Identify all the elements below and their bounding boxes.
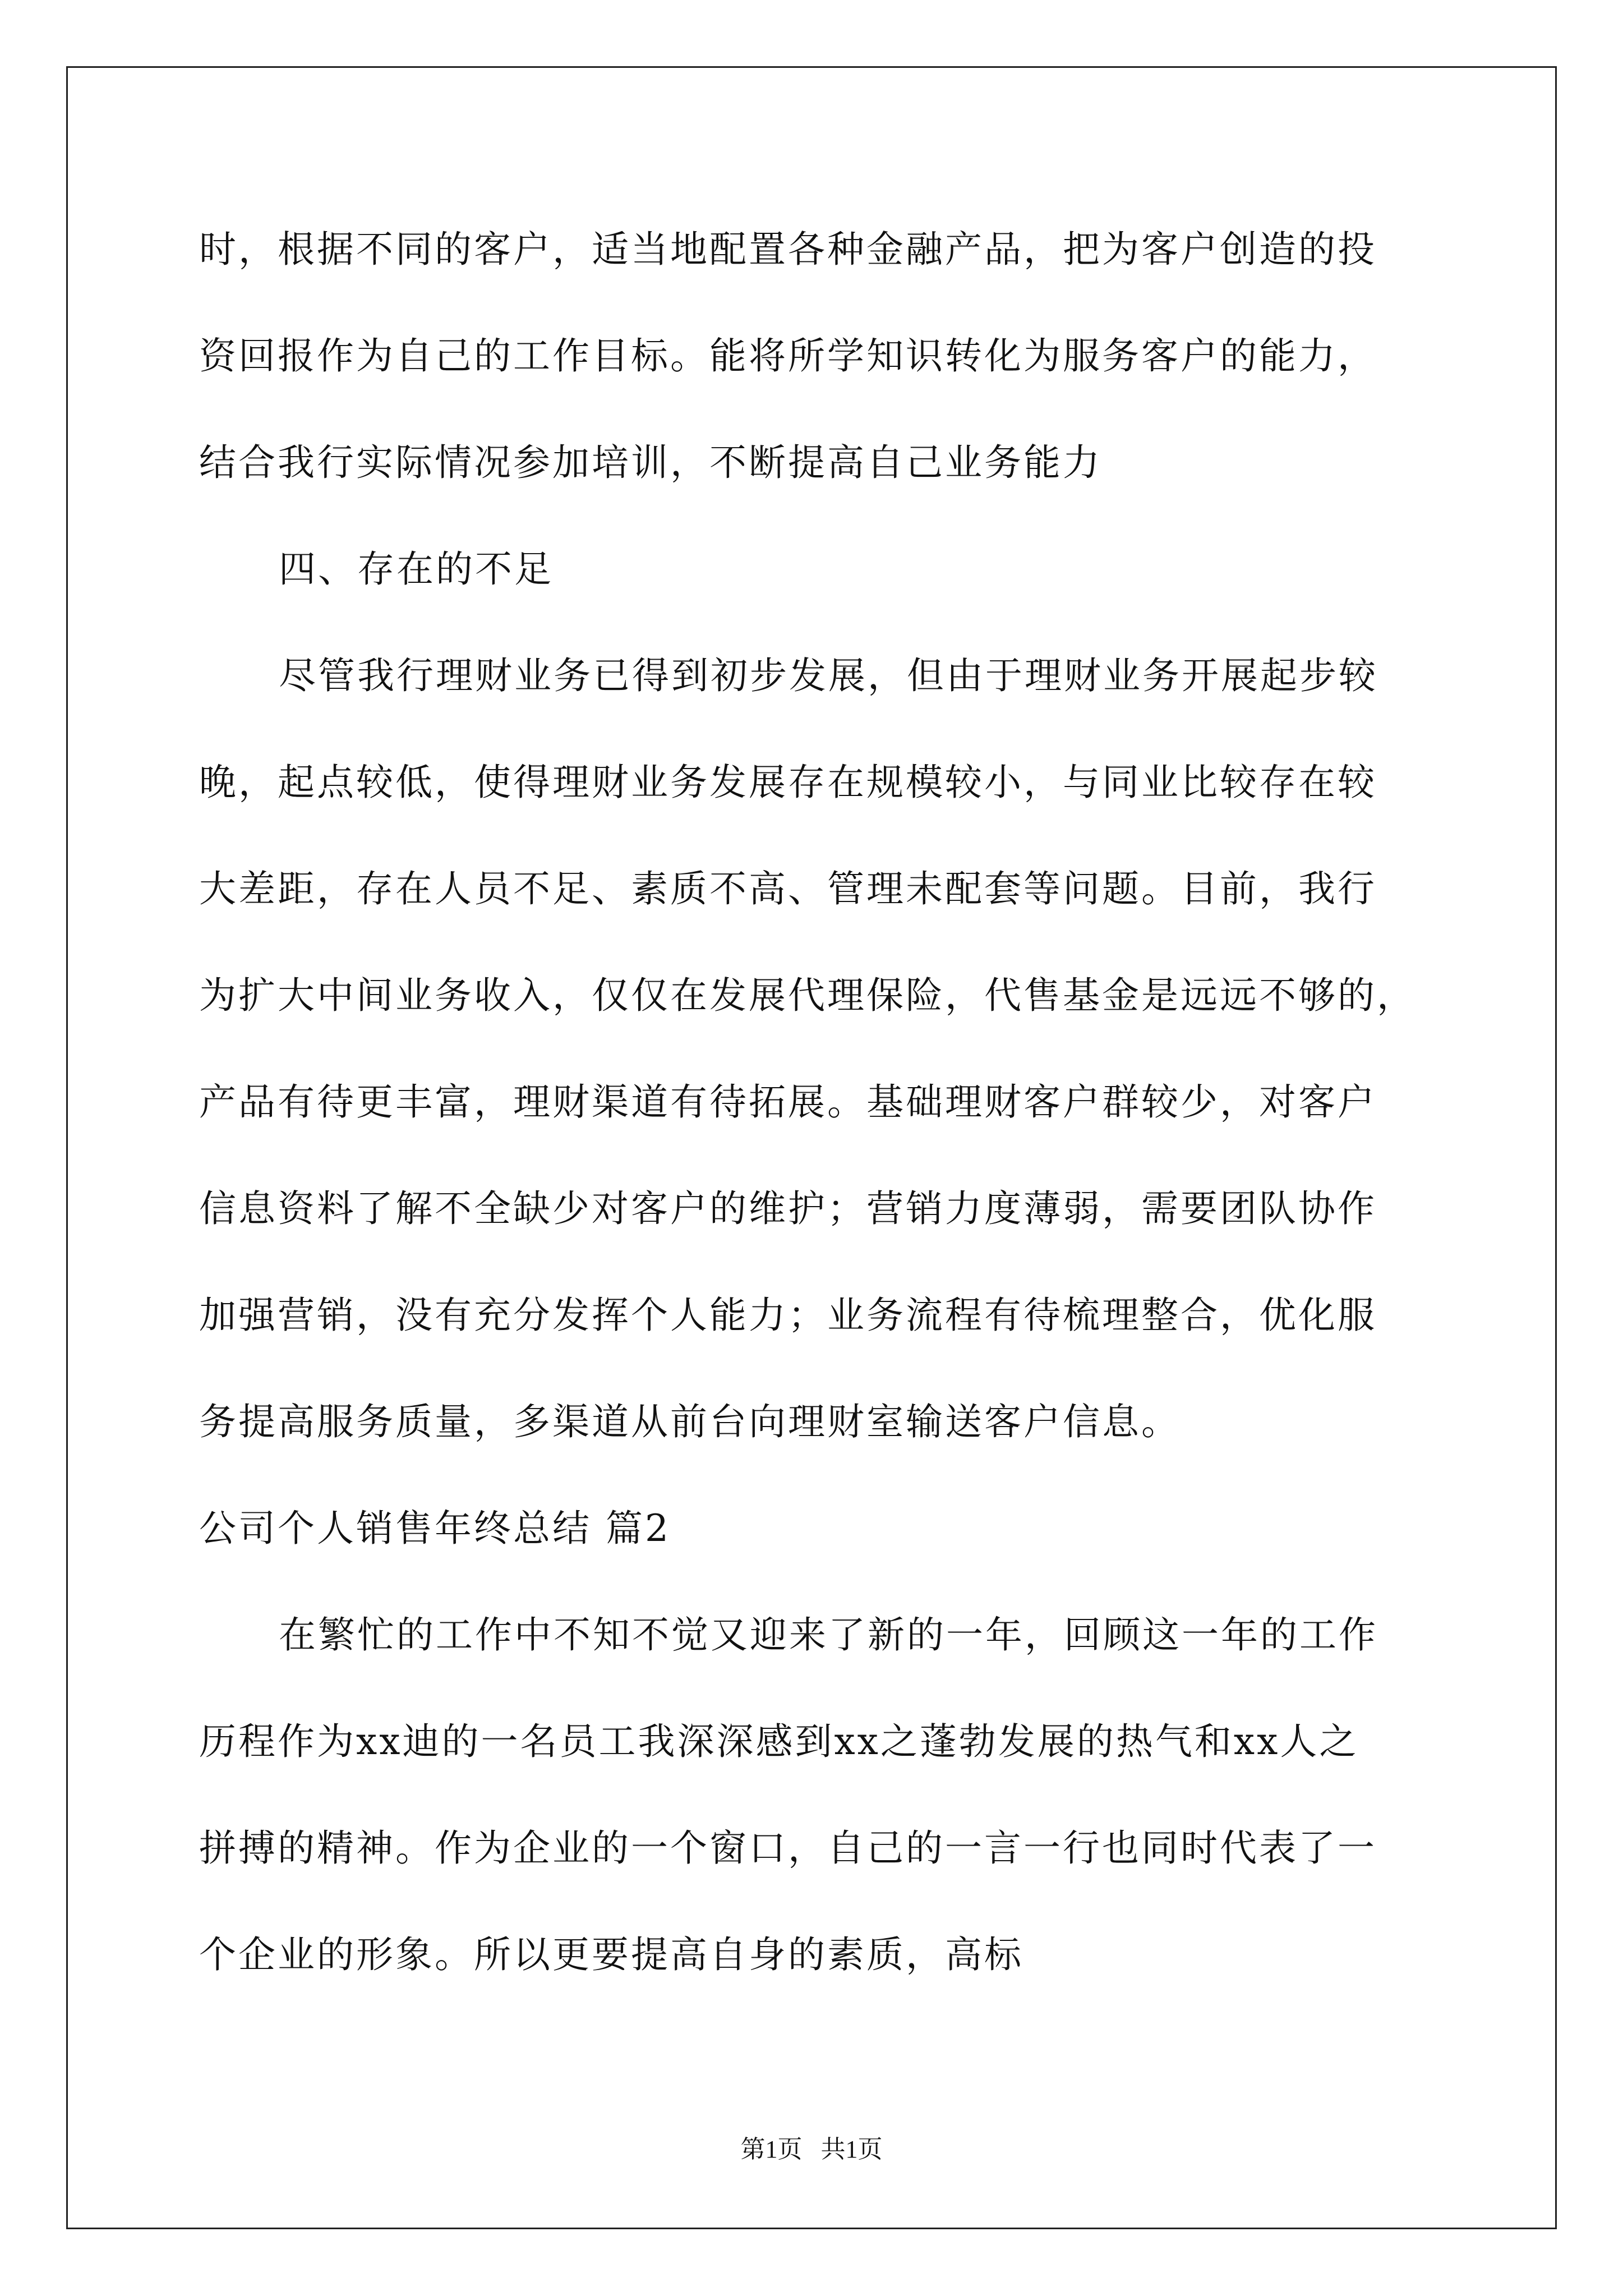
body-line: 为扩大中间业务收入，仅仅在发展代理保险，代售基金是远远不够的， (199, 974, 1416, 1017)
body-line: 尽管我行理财业务已得到初步发展，但由于理财业务开展起步较 (279, 654, 1378, 697)
body-line: 务提高服务质量，多渠道从前台向理财室输送客户信息。 (199, 1400, 1181, 1443)
body-line: 产品有待更丰富，理财渠道有待拓展。基础理财客户群较少，对客户 (199, 1080, 1377, 1124)
body-line: 结合我行实际情况参加培训，不断提高自己业务能力 (199, 441, 1102, 484)
section-heading: 四、存在的不足 (279, 547, 554, 591)
body-line: 信息资料了解不全缺少对客户的维护；营销力度薄弱，需要团队协作 (199, 1187, 1377, 1230)
body-line: 晚，起点较低，使得理财业务发展存在规模较小，与同业比较存在较 (199, 761, 1377, 804)
body-line: 拼搏的精神。作为企业的一个窗口，自己的一言一行也同时代表了一 (199, 1826, 1377, 1870)
document-body (199, 216, 1433, 2028)
body-line: 历程作为xx迪的一名员工我深深感到xx之蓬勃发展的热气和xx人之 (199, 1720, 1359, 1763)
body-line: 个企业的形象。所以更要提高自身的素质，高标 (199, 1933, 1023, 1976)
body-line: 在繁忙的工作中不知不觉又迎来了新的一年，回顾这一年的工作 (279, 1613, 1378, 1657)
body-line: 大差距，存在人员不足、素质不高、管理未配套等问题。目前，我行 (199, 867, 1377, 910)
page-footer: 第1页 共1页 (740, 2136, 883, 2163)
body-line: 加强营销，没有充分发挥个人能力；业务流程有待梳理整合，优化服 (199, 1294, 1377, 1337)
article-title: 公司个人销售年终总结 篇2 (199, 1507, 671, 1550)
body-line: 时，根据不同的客户，适当地配置各种金融产品，把为客户创造的投 (199, 228, 1377, 271)
body-line: 资回报作为自己的工作目标。能将所学知识转化为服务客户的能力， (199, 334, 1377, 378)
